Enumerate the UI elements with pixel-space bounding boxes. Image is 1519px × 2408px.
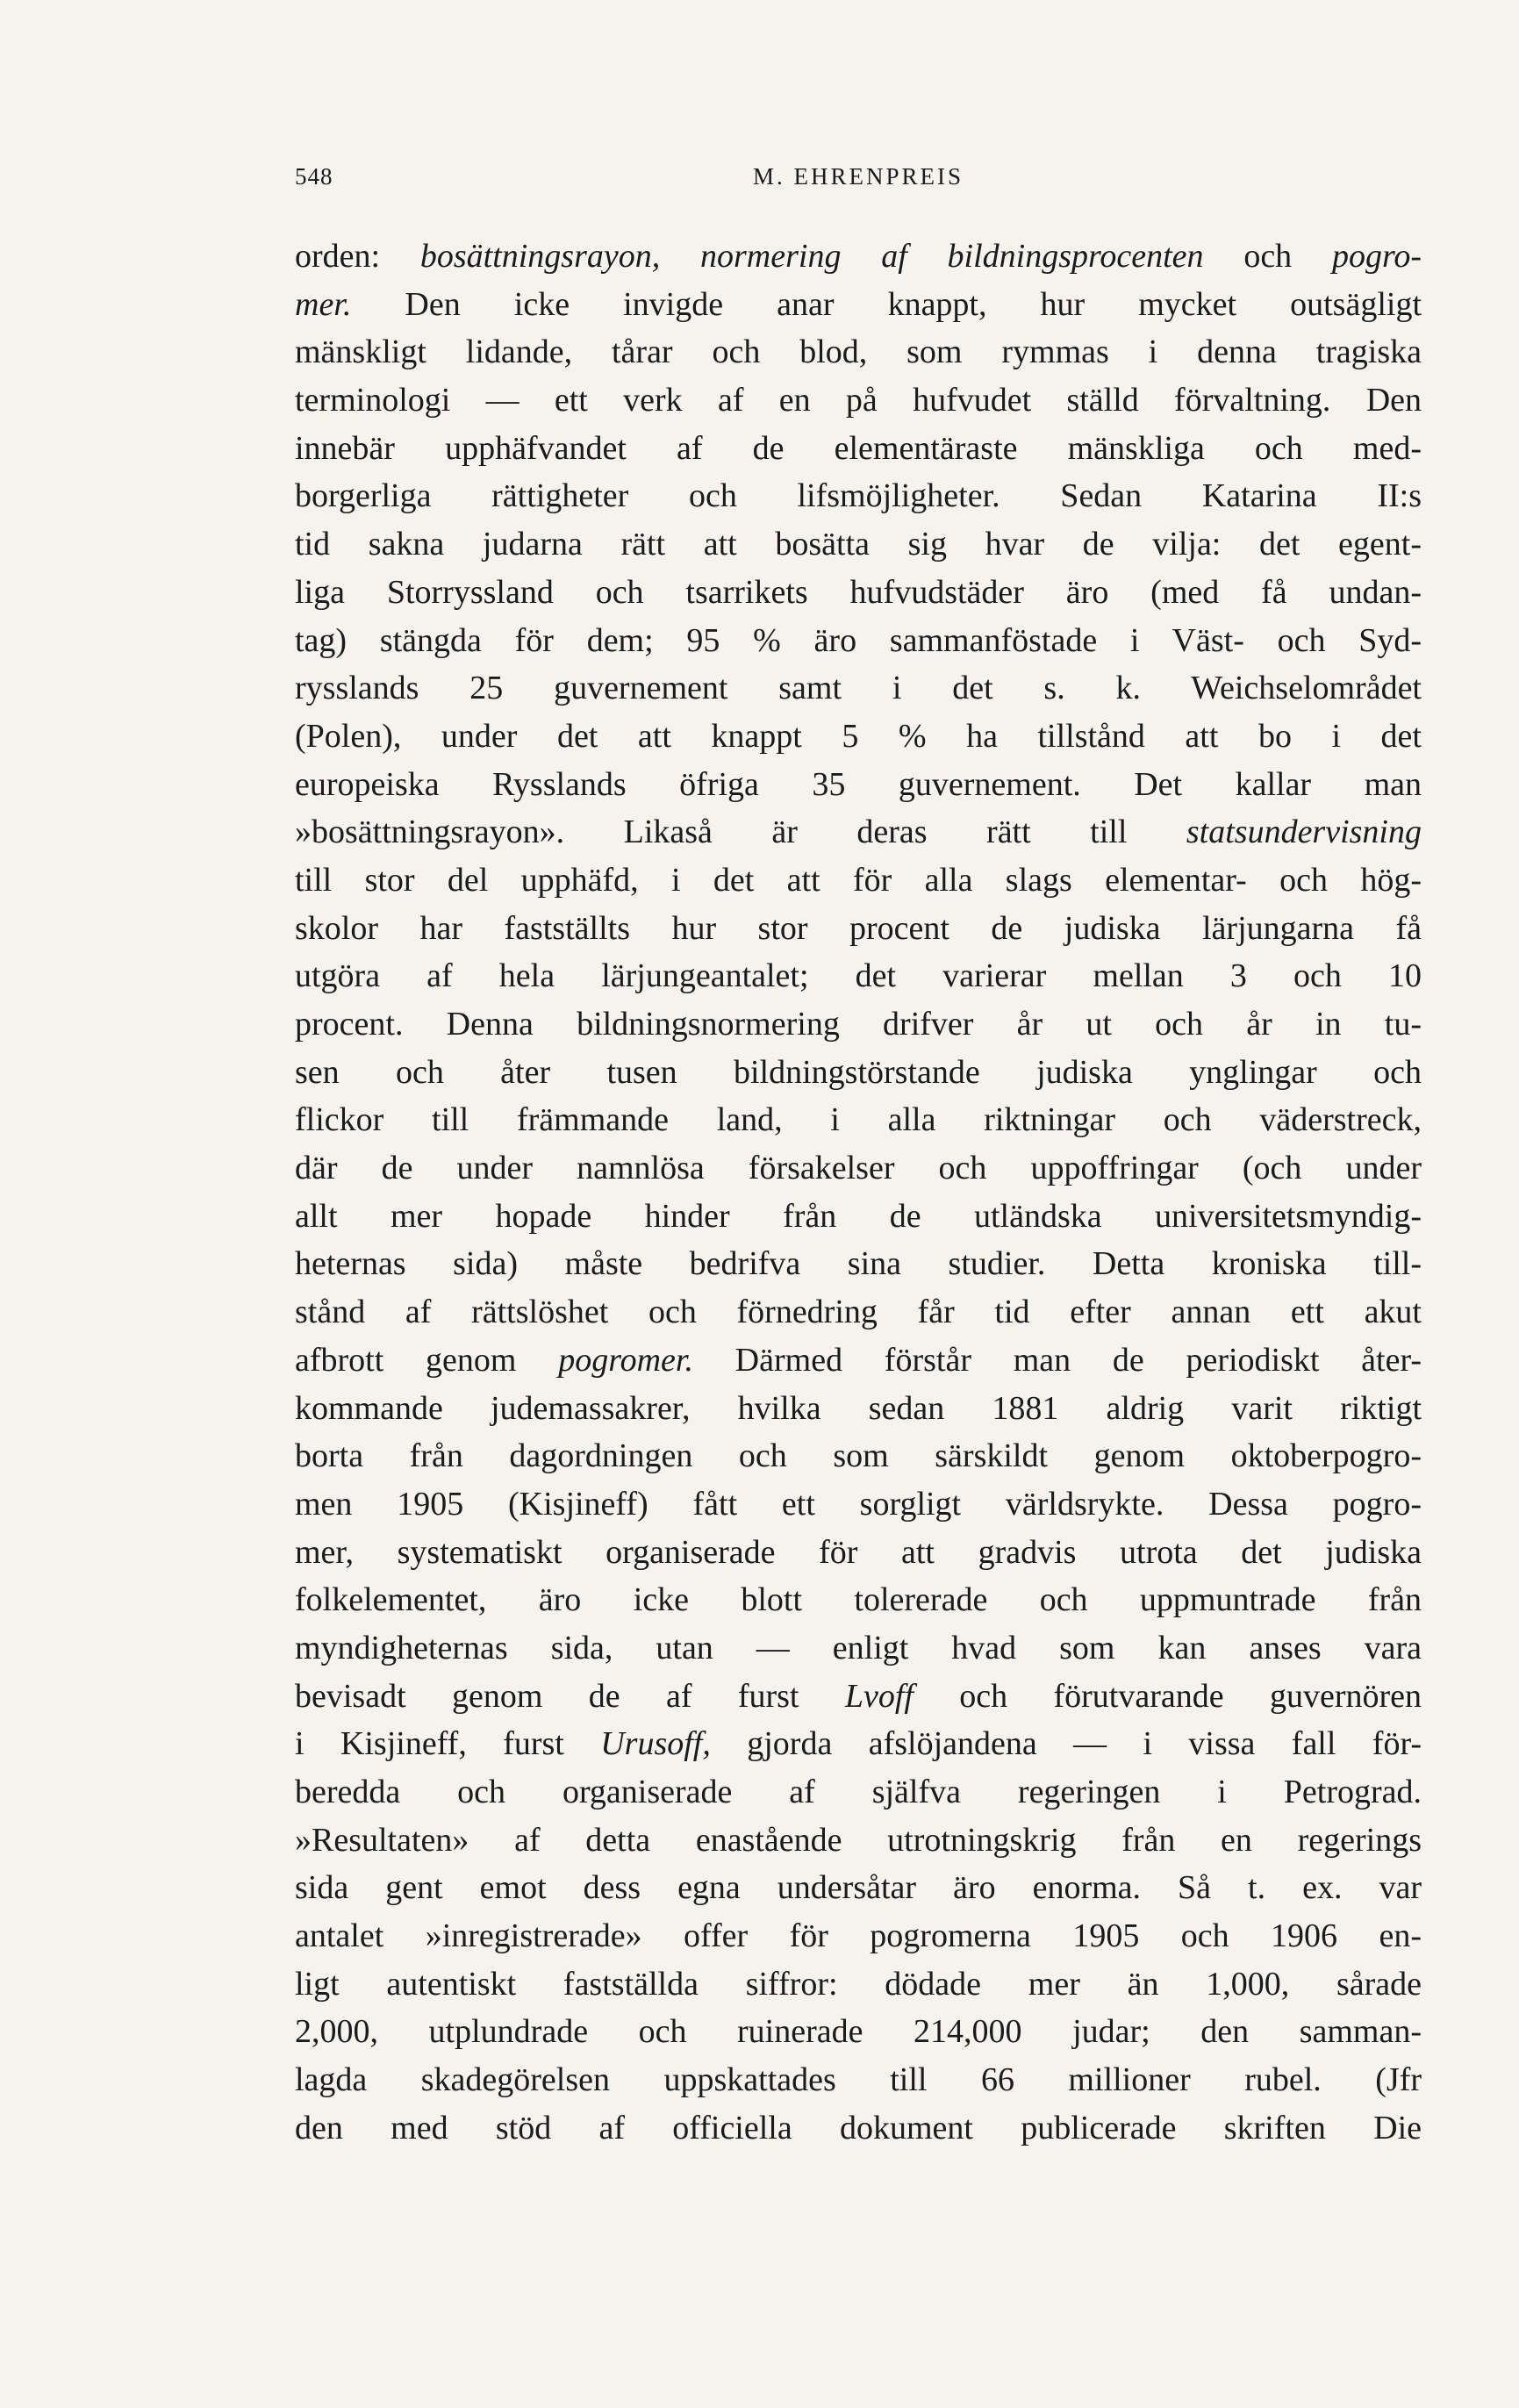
text-run: ligt autentiskt fastställda siffror: dödade mer än 1,000, sårade <box>295 1965 1422 2003</box>
text-run: skolor har fastställts hur stor procent de judiska lärjungarna få <box>295 909 1422 947</box>
text-line <box>295 1864 1422 1912</box>
text-run: där de under namnlösa försakelser och uppoffringar (och under <box>295 1150 1422 1187</box>
text-run: utgöra af hela lärjungeantalet; det varierar mellan 3 och 10 <box>295 957 1422 995</box>
text-line <box>295 1673 1422 1721</box>
text-run: antalet »inregistrerade» offer för pogromerna 1905 och 1906 en- <box>295 1917 1422 1955</box>
text-run: »Resultaten» af detta enastående utrotningskrig från en regerings <box>295 1821 1422 1859</box>
italic-term: pogro- <box>1331 238 1422 275</box>
italic-term: statsundervisning <box>1186 813 1422 851</box>
text-line <box>295 617 1422 665</box>
text-run: 2,000, utplundrade och ruinerade 214,000 judar; den samman- <box>295 2013 1422 2051</box>
text-line <box>295 1624 1422 1673</box>
italic-term: pogromer. <box>558 1341 693 1379</box>
text-line <box>295 1720 1422 1768</box>
text-line <box>295 761 1422 809</box>
text-run: terminologi — ett verk af en på hufvudet ställd förvaltning. Den <box>295 382 1422 419</box>
text-line <box>295 569 1422 617</box>
text-run: i Kisjineff, furst <box>295 1725 601 1763</box>
text-run: och <box>1203 238 1332 275</box>
text-run: innebär upphäfvandet af de elementäraste mänskliga och med- <box>295 429 1422 467</box>
text-line <box>295 1000 1422 1049</box>
text-line <box>295 1912 1422 1960</box>
text-line <box>295 376 1422 425</box>
text-line <box>295 1096 1422 1144</box>
text-run: europeiska Rysslands öfriga 35 guvernement. Det kallar man <box>295 765 1422 803</box>
text-line <box>295 1288 1422 1337</box>
text-run: beredda och organiserade af själfva regeringen i Petrograd. <box>295 1774 1422 1810</box>
text-line <box>295 1144 1422 1193</box>
text-run: liga Storryssland och tsarrikets hufvudstäder äro (med få undan- <box>295 573 1422 611</box>
text-run: Därmed förstår man de periodiskt åter- <box>692 1341 1422 1379</box>
text-line <box>295 2056 1422 2104</box>
text-line <box>295 1049 1422 1097</box>
text-line <box>295 952 1422 1000</box>
text-run: (Polen), under det att knappt 5 % ha tillstånd att bo i det <box>295 717 1422 755</box>
text-run: den med stöd af officiella dokument publicerade skriften Die <box>295 2109 1422 2146</box>
text-run: afbrott genom <box>295 1341 559 1379</box>
text-run: tid sakna judarna rätt att bosätta sig hvar de vilja: det egent- <box>295 526 1422 563</box>
text-line <box>295 328 1422 376</box>
text-line <box>295 1480 1422 1529</box>
text-line <box>295 1337 1422 1385</box>
text-line <box>295 281 1422 329</box>
text-run: borgerliga rättigheter och lifsmöjligheter. Sedan Katarina II:s <box>295 477 1422 515</box>
text-line <box>295 425 1422 473</box>
text-run: stånd af rättslöshet och förnedring får tid efter annan ett akut <box>295 1294 1422 1331</box>
text-line <box>295 1240 1422 1288</box>
text-run: lagda skadegörelsen uppskattades till 66 millioner rubel. (Jfr <box>295 2061 1422 2099</box>
text-line <box>295 713 1422 761</box>
text-run: till stor del upphäfd, i det att för alla slags elementar- och hög- <box>295 861 1422 899</box>
text-line <box>295 856 1422 905</box>
text-line <box>295 664 1422 713</box>
text-run: orden: <box>295 238 420 275</box>
text-run: men 1905 (Kisjineff) fått ett sorgligt världsrykte. Dessa pogro- <box>295 1485 1422 1523</box>
text-line <box>295 808 1422 856</box>
text-run: sida gent emot dess egna undersåtar äro enorma. Så t. ex. var <box>295 1869 1422 1907</box>
text-run: tag) stängda för dem; 95 % äro sammanföstade i Väst- och Syd- <box>295 621 1422 659</box>
text-line <box>295 1193 1422 1241</box>
text-run: allt mer hopade hinder från de utländska universitetsmyndig- <box>295 1197 1422 1235</box>
italic-term: Lvoff <box>844 1677 914 1715</box>
text-run: mer, systematiskt organiserade för att gradvis utrota det judiska <box>295 1533 1422 1571</box>
text-run: Den icke invigde anar knappt, hur mycket outsägligt <box>351 285 1422 323</box>
text-run: folkelementet, äro icke blott tolererade och uppmuntrade från <box>295 1581 1422 1619</box>
running-head: M. EHRENPREIS <box>752 163 964 190</box>
text-line <box>295 472 1422 520</box>
text-run: myndigheternas sida, utan — enligt hvad som kan anses vara <box>295 1629 1422 1666</box>
text-run: »bosättningsrayon». Likaså är deras rätt till <box>295 813 1186 851</box>
text-line <box>295 905 1422 953</box>
text-run: heternas sida) måste bedrifva sina studier. Detta kroniska till- <box>295 1245 1422 1283</box>
text-line <box>295 1768 1422 1817</box>
text-run: procent. Denna bildningsnormering drifver år ut och år in tu- <box>295 1006 1422 1043</box>
text-line <box>295 1576 1422 1624</box>
text-line <box>295 1385 1422 1433</box>
text-line <box>295 1817 1422 1865</box>
page-header <box>295 163 1422 198</box>
text-line <box>295 1432 1422 1480</box>
text-line <box>295 1960 1422 2009</box>
text-line <box>295 2104 1422 2153</box>
text-run: bevisadt genom de af furst <box>295 1677 845 1715</box>
text-run: rysslands 25 guvernement samt i det s. k. Weichselområdet <box>295 670 1422 707</box>
body-text <box>295 233 1422 2153</box>
text-run: mänskligt lidande, tårar och blod, som rymmas i denna tragiska <box>295 333 1422 371</box>
text-run: gjorda afslöjandena — i vissa fall för- <box>710 1725 1422 1763</box>
italic-term: mer. <box>295 285 352 323</box>
text-run: flickor till främmande land, i alla riktningar och väderstreck, <box>295 1101 1422 1139</box>
page-number: 548 <box>295 163 333 190</box>
text-line <box>295 233 1422 281</box>
text-line <box>295 2008 1422 2056</box>
text-line <box>295 1529 1422 1577</box>
text-run: sen och åter tusen bildningstörstande judiska ynglingar och <box>295 1053 1422 1091</box>
italic-term: bosättningsrayon, normering af bildningsprocenten <box>419 238 1204 275</box>
text-line <box>295 520 1422 569</box>
text-run: borta från dagordningen och som särskildt genom oktoberpogro- <box>295 1437 1422 1475</box>
text-run: och förutvarande guvernören <box>913 1677 1422 1715</box>
italic-term: Urusoff, <box>600 1725 711 1763</box>
text-run: kommande judemassakrer, hvilka sedan 1881 aldrig varit riktigt <box>295 1389 1422 1427</box>
